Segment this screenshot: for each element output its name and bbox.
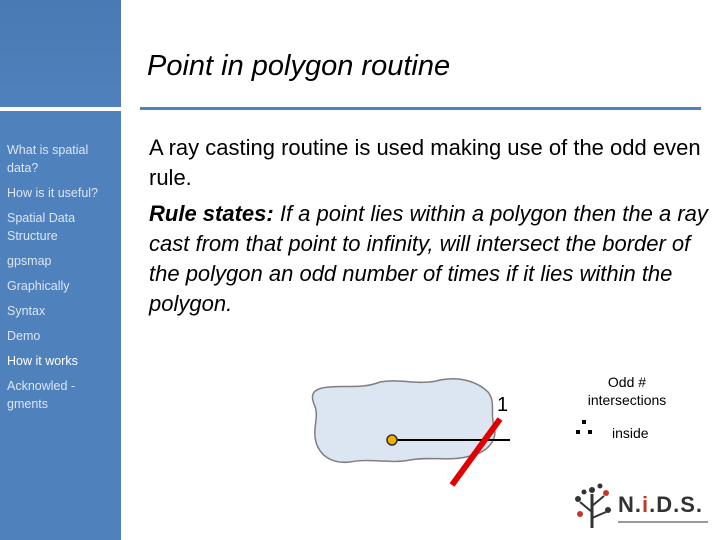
sidebar-item-syntax[interactable]: Syntax: [7, 304, 46, 318]
rule-label: Rule states:: [149, 201, 274, 226]
slide-body: [149, 133, 709, 325]
sidebar-item-gpsmap[interactable]: gpsmap: [7, 254, 52, 268]
sidebar-header-shade: [0, 0, 121, 110]
sidebar-item-demo[interactable]: Demo: [7, 329, 41, 343]
point-in-polygon-diagram: [300, 370, 530, 470]
sidebar-item-useful[interactable]: How is it useful?: [7, 186, 99, 200]
inside-label: inside: [612, 425, 649, 441]
sidebar-item-how-it-works[interactable]: How it works: [7, 354, 78, 368]
test-point: [387, 435, 397, 445]
sidebar-item-spatial-data[interactable]: What is spatial data?: [7, 143, 89, 175]
body-paragraph-rule: [149, 199, 709, 319]
sidebar-nav: [7, 141, 119, 420]
sidebar-divider: [0, 107, 121, 111]
tree-icon: [570, 480, 614, 530]
slide-title: Point in polygon routine: [147, 50, 451, 82]
sidebar-item-acknowledgments[interactable]: Acknowled - gments: [7, 379, 76, 411]
therefore-icon: [576, 418, 592, 436]
sidebar-item-data-structure[interactable]: Spatial Data Structure: [7, 211, 76, 243]
polygon-shape: [312, 379, 494, 463]
sidebar-item-graphically[interactable]: Graphically: [7, 279, 70, 293]
logo-underline: [618, 521, 708, 523]
logo-text: N.i.D.S.: [618, 492, 704, 517]
intersection-count: 1: [497, 394, 509, 416]
rule-text: If a point lies within a polygon then the a ray cast from that point to infinity, will intersect the border of the polygon an odd number of times if it lies within the polygon.: [149, 201, 708, 316]
nids-logo: [570, 480, 710, 530]
odd-intersections-label: Odd # intersections: [587, 374, 667, 408]
body-paragraph-1: A ray casting routine is used making use of the odd even rule.: [149, 135, 701, 190]
title-divider: [140, 107, 701, 110]
